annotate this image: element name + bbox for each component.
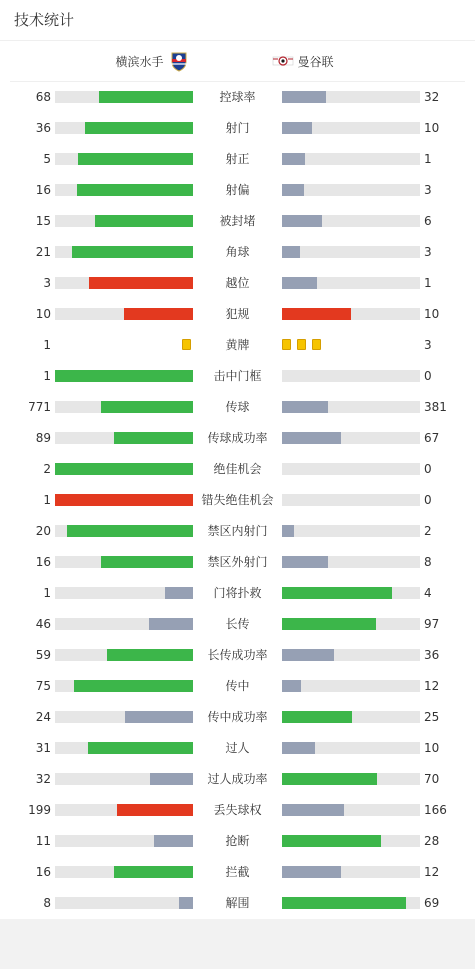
home-value: 11 — [35, 834, 51, 848]
home-bar — [95, 215, 193, 227]
stat-row — [0, 206, 475, 237]
home-bar — [89, 277, 193, 289]
stat-row — [0, 609, 475, 640]
home-value: 1 — [43, 369, 51, 383]
away-value: 8 — [424, 555, 432, 569]
stat-label: 传球成功率 — [207, 431, 268, 445]
stat-label: 击中门框 — [213, 369, 262, 383]
home-value: 68 — [35, 90, 51, 104]
away-bar-track — [282, 215, 420, 227]
away-value: 0 — [424, 493, 432, 507]
stat-label: 传中成功率 — [207, 710, 268, 724]
home-value: 10 — [35, 307, 51, 321]
away-bar — [282, 587, 392, 599]
home-bar-track — [55, 804, 193, 816]
home-bar-track — [55, 618, 193, 630]
stat-label: 绝佳机会 — [213, 462, 262, 476]
away-value: 3 — [424, 245, 432, 259]
home-bar-track — [55, 370, 193, 382]
home-value: 1 — [43, 493, 51, 507]
away-bar — [282, 277, 317, 289]
away-value: 97 — [424, 617, 440, 631]
home-value: 24 — [35, 710, 51, 724]
home-value: 199 — [28, 803, 51, 817]
home-bar — [101, 401, 193, 413]
away-value: 166 — [424, 803, 447, 817]
home-value: 31 — [35, 741, 51, 755]
home-bar — [74, 680, 193, 692]
away-bar-track — [282, 649, 420, 661]
home-bar — [117, 804, 193, 816]
stat-row — [0, 392, 475, 423]
stat-label: 黄牌 — [225, 338, 250, 352]
stat-row — [0, 764, 475, 795]
away-bar-track — [282, 463, 420, 475]
away-bar-track — [282, 680, 420, 692]
away-bar-track — [282, 401, 420, 413]
home-bar — [88, 742, 193, 754]
stat-label: 越位 — [225, 276, 250, 290]
stat-label: 禁区外射门 — [207, 555, 268, 569]
home-value: 46 — [35, 617, 51, 631]
away-bar — [282, 184, 304, 196]
stat-label: 长传 — [225, 617, 250, 631]
home-bar — [55, 463, 193, 475]
away-value: 2 — [424, 524, 432, 538]
away-bar-track — [282, 91, 420, 103]
stat-row — [0, 826, 475, 857]
away-value: 381 — [424, 400, 447, 414]
stat-row — [0, 888, 475, 919]
stat-row — [0, 237, 475, 268]
home-bar — [114, 866, 193, 878]
away-yellow-card-icon — [312, 339, 321, 350]
away-bar — [282, 401, 328, 413]
away-bar — [282, 773, 377, 785]
home-value: 59 — [35, 648, 51, 662]
away-bar-track — [282, 773, 420, 785]
stat-label: 丢失球权 — [213, 803, 262, 817]
stat-label: 长传成功率 — [207, 648, 268, 662]
home-bar — [165, 587, 193, 599]
away-value: 12 — [424, 679, 440, 693]
away-bar — [282, 618, 376, 630]
home-value: 16 — [35, 555, 51, 569]
home-crest-icon — [168, 50, 190, 72]
away-team[interactable] — [238, 41, 466, 81]
away-bar-track — [282, 556, 420, 568]
stat-row — [0, 485, 475, 516]
away-bar-track — [282, 742, 420, 754]
stat-label: 过人 — [225, 741, 250, 755]
stat-row — [0, 113, 475, 144]
stat-label: 犯规 — [225, 307, 250, 321]
away-yellow-card-icon — [282, 339, 291, 350]
away-bar-track — [282, 370, 420, 382]
away-yellow-card-icon — [297, 339, 306, 350]
home-bar — [55, 370, 193, 382]
stat-row — [0, 547, 475, 578]
stat-row — [0, 578, 475, 609]
away-value: 1 — [424, 152, 432, 166]
home-bar-track — [55, 742, 193, 754]
home-bar — [124, 308, 193, 320]
home-bar-track — [55, 432, 193, 444]
stat-label: 拦截 — [225, 865, 250, 879]
home-bar — [179, 897, 193, 909]
home-value: 32 — [35, 772, 51, 786]
away-value: 10 — [424, 307, 440, 321]
stat-label: 错失绝佳机会 — [201, 493, 274, 507]
away-bar-track — [282, 866, 420, 878]
away-bar — [282, 711, 352, 723]
away-bar — [282, 432, 341, 444]
away-bar-track — [282, 618, 420, 630]
home-value: 89 — [35, 431, 51, 445]
home-bar-track — [55, 587, 193, 599]
away-bar-track — [282, 184, 420, 196]
away-bar — [282, 866, 341, 878]
home-value: 771 — [28, 400, 51, 414]
away-bar — [282, 556, 328, 568]
away-team-name: 曼谷联 — [297, 54, 334, 69]
away-value: 3 — [424, 338, 432, 352]
stat-row — [0, 423, 475, 454]
home-bar-track — [55, 308, 193, 320]
stat-label: 禁区内射门 — [207, 524, 268, 538]
home-yellow-card-icon — [182, 339, 191, 350]
away-bar — [282, 897, 406, 909]
stat-row — [0, 640, 475, 671]
home-bar — [150, 773, 193, 785]
home-value: 16 — [35, 183, 51, 197]
home-value: 5 — [43, 152, 51, 166]
away-value: 6 — [424, 214, 432, 228]
home-bar — [72, 246, 193, 258]
home-bar-track — [55, 866, 193, 878]
away-bar — [282, 91, 326, 103]
away-bar — [282, 246, 300, 258]
away-value: 10 — [424, 741, 440, 755]
stat-row — [0, 454, 475, 485]
away-value: 67 — [424, 431, 440, 445]
home-bar-track — [55, 773, 193, 785]
away-bar-track — [282, 494, 420, 506]
home-bar-track — [55, 711, 193, 723]
stat-label: 解围 — [225, 896, 250, 910]
away-bar — [282, 742, 315, 754]
away-bar-track — [282, 277, 420, 289]
stat-label: 传球 — [225, 400, 250, 414]
home-bar — [78, 153, 193, 165]
home-bar-track — [55, 649, 193, 661]
home-bar — [101, 556, 193, 568]
away-bar — [282, 308, 351, 320]
panel-title: 技术统计 — [0, 0, 475, 41]
stat-row — [0, 795, 475, 826]
home-bar-track — [55, 897, 193, 909]
home-value: 75 — [35, 679, 51, 693]
away-bar — [282, 153, 305, 165]
away-bar-track — [282, 835, 420, 847]
stat-row — [0, 144, 475, 175]
home-bar-track — [55, 525, 193, 537]
away-value: 0 — [424, 462, 432, 476]
home-value: 1 — [43, 586, 51, 600]
stat-row — [0, 671, 475, 702]
stat-label: 射门 — [225, 121, 250, 135]
stat-label: 被封堵 — [219, 214, 256, 228]
home-bar — [67, 525, 193, 537]
home-value: 16 — [35, 865, 51, 879]
stat-label: 抢断 — [225, 834, 250, 848]
home-bar-track — [55, 556, 193, 568]
away-bar-track — [282, 153, 420, 165]
home-bar — [125, 711, 193, 723]
away-value: 32 — [424, 90, 440, 104]
home-value: 15 — [35, 214, 51, 228]
away-bar-track — [282, 122, 420, 134]
home-bar-track — [55, 153, 193, 165]
away-value: 36 — [424, 648, 440, 662]
away-value: 1 — [424, 276, 432, 290]
away-value: 70 — [424, 772, 440, 786]
home-bar — [149, 618, 193, 630]
away-bar — [282, 525, 294, 537]
away-bar-track — [282, 711, 420, 723]
stat-row — [0, 268, 475, 299]
home-bar — [85, 122, 193, 134]
stat-row — [0, 299, 475, 330]
away-bar-track — [282, 587, 420, 599]
home-value: 8 — [43, 896, 51, 910]
home-team[interactable] — [10, 41, 238, 81]
away-value: 12 — [424, 865, 440, 879]
away-bar — [282, 215, 322, 227]
away-bar-track — [282, 432, 420, 444]
stat-row — [0, 733, 475, 764]
stat-label: 射正 — [225, 152, 250, 166]
stat-row — [0, 330, 475, 361]
away-value: 25 — [424, 710, 440, 724]
home-bar-track — [55, 184, 193, 196]
home-value: 3 — [43, 276, 51, 290]
home-bar — [99, 91, 193, 103]
home-value: 2 — [43, 462, 51, 476]
home-bar — [154, 835, 193, 847]
stat-label: 过人成功率 — [207, 772, 268, 786]
away-bar-track — [282, 897, 420, 909]
away-value: 0 — [424, 369, 432, 383]
home-bar-track — [55, 680, 193, 692]
home-bar-track — [55, 463, 193, 475]
stat-row — [0, 857, 475, 888]
home-bar-track — [55, 122, 193, 134]
away-bar — [282, 680, 301, 692]
away-crest-icon — [272, 50, 294, 72]
away-bar-track — [282, 804, 420, 816]
home-bar-track — [55, 494, 193, 506]
stat-label: 控球率 — [219, 90, 256, 104]
away-value: 69 — [424, 896, 440, 910]
stat-row — [0, 82, 475, 113]
home-bar-track — [55, 277, 193, 289]
away-value: 28 — [424, 834, 440, 848]
home-value: 21 — [35, 245, 51, 259]
stats-list — [0, 82, 475, 919]
stat-label: 传中 — [225, 679, 250, 693]
stat-row — [0, 516, 475, 547]
away-value: 4 — [424, 586, 432, 600]
teams-header — [10, 41, 465, 82]
home-bar-track — [55, 215, 193, 227]
stat-row — [0, 702, 475, 733]
away-bar-track — [282, 246, 420, 258]
home-bar — [114, 432, 193, 444]
away-bar-track — [282, 308, 420, 320]
home-bar-track — [55, 401, 193, 413]
home-team-name: 横滨水手 — [115, 54, 164, 69]
home-bar-track — [55, 835, 193, 847]
stat-label: 角球 — [225, 245, 250, 259]
home-bar — [107, 649, 193, 661]
away-bar-track — [282, 525, 420, 537]
away-bar — [282, 835, 381, 847]
away-bar — [282, 804, 344, 816]
away-bar — [282, 649, 334, 661]
away-bar — [282, 122, 312, 134]
stat-row — [0, 175, 475, 206]
away-value: 10 — [424, 121, 440, 135]
stat-label: 门将扑救 — [213, 586, 262, 600]
home-value: 36 — [35, 121, 51, 135]
home-value: 1 — [43, 338, 51, 352]
away-value: 3 — [424, 183, 432, 197]
stat-row — [0, 361, 475, 392]
home-bar — [55, 494, 193, 506]
home-bar-track — [55, 91, 193, 103]
home-value: 20 — [35, 524, 51, 538]
home-bar — [77, 184, 193, 196]
stat-label: 射偏 — [225, 183, 250, 197]
home-bar-track — [55, 246, 193, 258]
